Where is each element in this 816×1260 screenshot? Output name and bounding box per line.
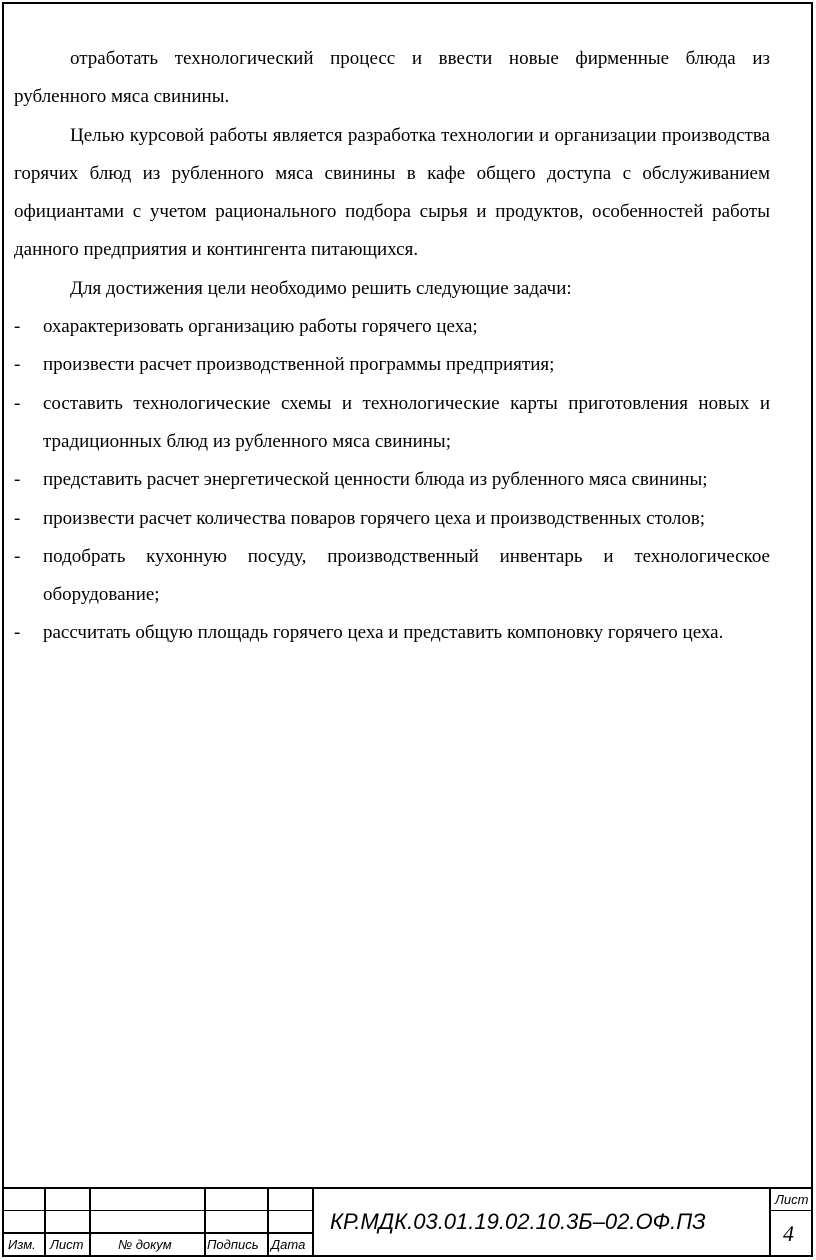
tasks-intro: Для достижения цели необходимо решить следующие задачи: [70, 277, 572, 299]
paragraph-continuation: отработать технологический процесс и ввести новые фирменные блюда из рубленного мяса свинины. [14, 48, 770, 108]
task-text: представить расчет энергетической ценности блюда из рубленного мяса свинины; [43, 469, 708, 491]
task-item [14, 308, 770, 346]
stamp-col-divider [267, 1187, 269, 1255]
sheet-number: 4 [783, 1221, 794, 1246]
bullet-dash: - [14, 507, 21, 529]
task-text: произвести расчет производственной программы предприятия; [43, 354, 555, 376]
task-item [14, 614, 770, 652]
task-text: охарактеризовать организацию работы горячего цеха; [43, 316, 478, 338]
task-item [14, 500, 770, 538]
task-text: рассчитать общую площадь горячего цеха и представить компоновку горячего цеха. [43, 622, 724, 644]
task-item [14, 346, 770, 384]
stamp-row-divider [2, 1210, 312, 1211]
document-body [14, 40, 770, 653]
bullet-dash: - [14, 392, 21, 414]
stamp-col-divider [44, 1187, 46, 1255]
bullet-dash: - [14, 316, 21, 338]
task-text: подобрать кухонную посуду, производственный инвентарь и технологическое оборудование; [43, 545, 770, 606]
bullet-dash: - [14, 469, 21, 491]
paragraph-goal: Целью курсовой работы является разработка технологии и организации производства горячих блюд из рубленного мяса свинины в кафе общего доступа с обслуживанием официантами с учетом рационального подбора сырья и продуктов, особенностей работы данного предприятия и контингента питающихся. [14, 124, 770, 261]
document-code: КР.МДК.03.01.19.02.10.3Б–02.ОФ.ПЗ [330, 1209, 706, 1234]
bullet-dash: - [14, 354, 21, 376]
task-item [14, 461, 770, 499]
task-item [14, 538, 770, 615]
task-item [14, 385, 770, 462]
sheet-label: Лист [775, 1192, 809, 1207]
stamp-label-date: Дата [271, 1237, 306, 1252]
stamp-label-list: Лист [50, 1237, 84, 1252]
bullet-dash: - [14, 622, 21, 644]
stamp-label-izm: Изм. [8, 1237, 36, 1252]
task-text: составить технологические схемы и технологические карты приготовления новых и традиционных блюд из рубленного мяса свинины; [43, 392, 770, 452]
stamp-col-divider [204, 1187, 206, 1255]
stamp-row-divider [2, 1232, 312, 1234]
sheet-cell-divider [769, 1210, 811, 1211]
stamp-label-doc-num: № докум [118, 1237, 172, 1252]
stamp-col-divider [769, 1187, 771, 1255]
stamp-label-signature: Подпись [207, 1237, 259, 1252]
stamp-col-divider [89, 1187, 91, 1255]
title-block-stamp [2, 1187, 813, 1257]
task-text: произвести расчет количества поваров горячего цеха и производственных столов; [43, 507, 706, 529]
bullet-dash: - [14, 545, 21, 567]
stamp-col-divider [312, 1187, 314, 1255]
stamp-top-border [2, 1187, 811, 1189]
